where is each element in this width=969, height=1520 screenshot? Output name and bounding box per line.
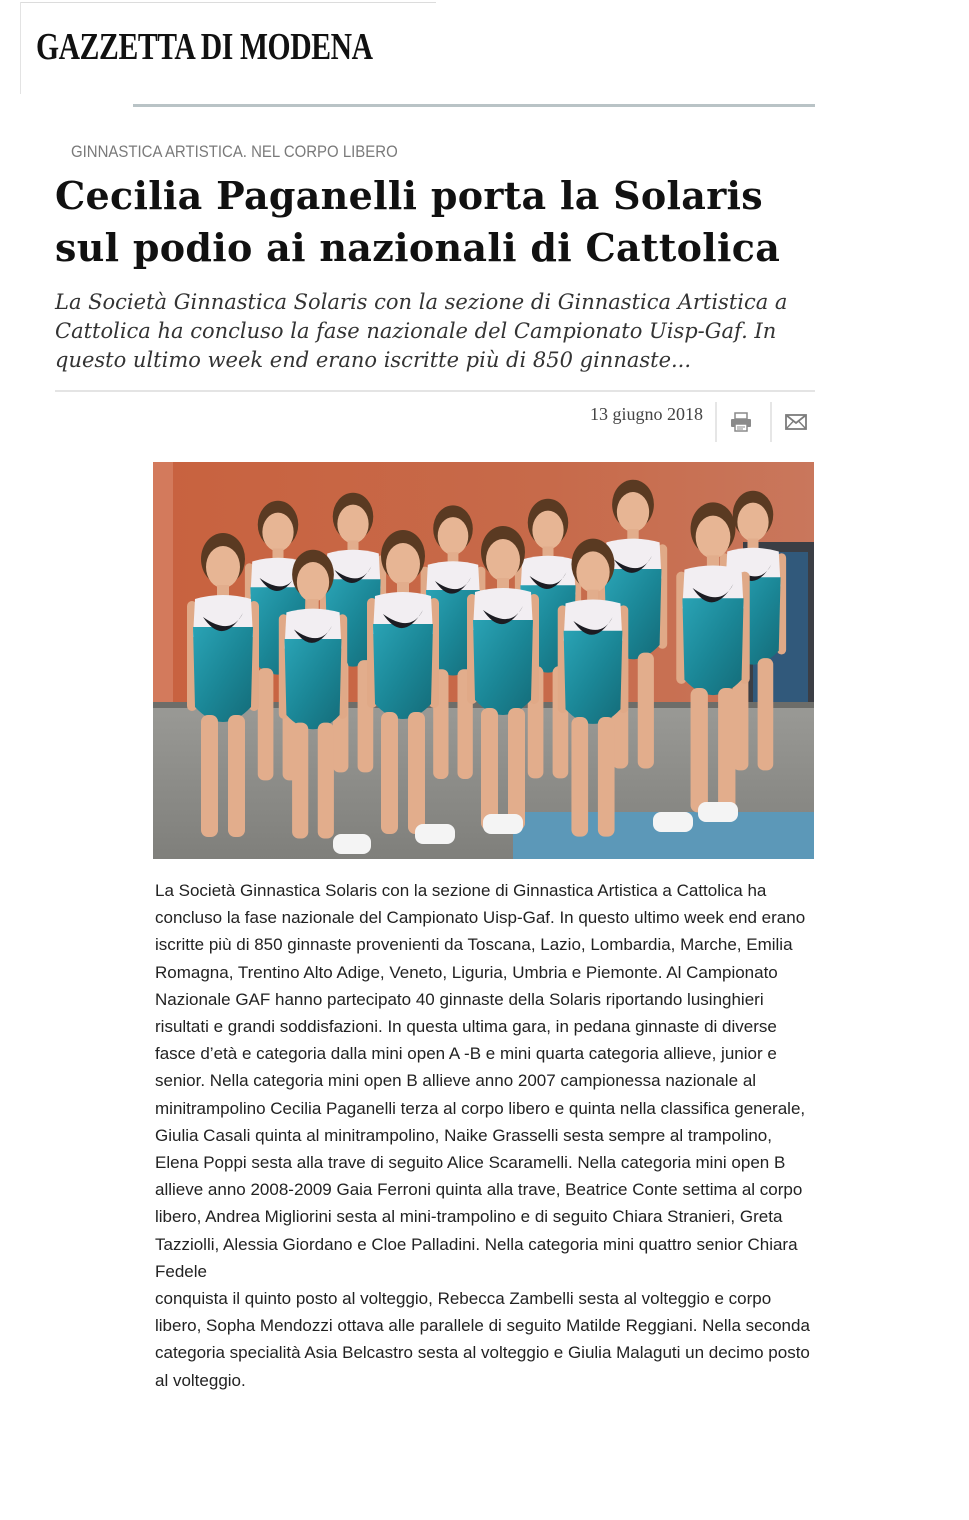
header-rule [133,104,815,107]
site-logo[interactable]: GAZZETTA DI MODENA [36,26,373,68]
article-body [155,877,819,1394]
printer-icon [730,412,752,432]
meta-divider [55,390,815,392]
team-photo [153,462,814,859]
envelope-icon [785,414,807,430]
tool-separator [715,402,717,442]
header-left-border [20,2,21,94]
article-body-paragraph: conquista il quinto posto al volteggio, Rebecca Zambelli sesta al volteggio e corpo libero, Sopha Mendozzi ottava alle parallele di seguito Matilde Reggiani. Nella seconda categoria specialità Asia Belcastro sesta al volteggio e Giulia Malaguti un decimo posto al volteggio. [155,1289,810,1390]
article-title: Cecilia Paganelli porta la Solaris sul podio ai nazionali di Cattolica [55,173,781,270]
article-summary: La Società Ginnastica Solaris con la sezione di Ginnastica Artistica a Cattolica ha concluso la fase nazionale del Campionato Uisp-Gaf. In questo ultimo week end erano iscritte più di 850 ginnaste... [55,290,788,372]
print-button[interactable] [725,408,757,436]
article-date: 13 giugno 2018 [589,404,703,424]
article-body-paragraph: La Società Ginnastica Solaris con la sezione di Ginnastica Artistica a Cattolica ha concluso la fase nazionale del Campionato Uisp-Gaf. In questo ultimo week end erano iscritte più di 850 ginnaste provenienti da Toscana, Lazio, Lombardia, Marche, Emilia Romagna, Trentino Alto Adige, Veneto, Liguria, Umbria e Piemonte. Al Campionato Nazionale GAF hanno partecipato 40 ginnaste della Solaris riportando lusinghieri risultati e grandi soddisfazioni. In questa ultima gara, in pedana ginnaste di diverse fasce d’età e categoria dalla mini open A -B e mini quarta categoria allieve, junior e senior. Nella categoria mini open B allieve anno 2007 campionessa nazionale al minitrampolino Cecilia Paganelli terza al corpo libero e quinta nella classifica generale, Giulia Casali quinta al minitrampolino, Naike Grasselli sesta sempre al trampolino, Elena Poppi sesta alla trave di seguito Alice Scaramelli. Nella categoria mini open B allieve anno 2008-2009 Gaia Ferroni quinta alla trave, Beatrice Conte settima al corpo libero, Andrea Migliorini sesta al mini-trampolino e di seguito Chiara Stranieri, Greta Tazziolli, Alessia Giordano e Cloe Palladini. Nella categoria mini quattro senior Chiara Fedele [155,881,806,1281]
article-photo [153,462,814,859]
header-top-border [20,2,436,3]
tool-separator [770,402,772,442]
email-button[interactable] [780,408,812,436]
article-kicker: GINNASTICA ARTISTICA. NEL CORPO LIBERO [71,142,398,161]
